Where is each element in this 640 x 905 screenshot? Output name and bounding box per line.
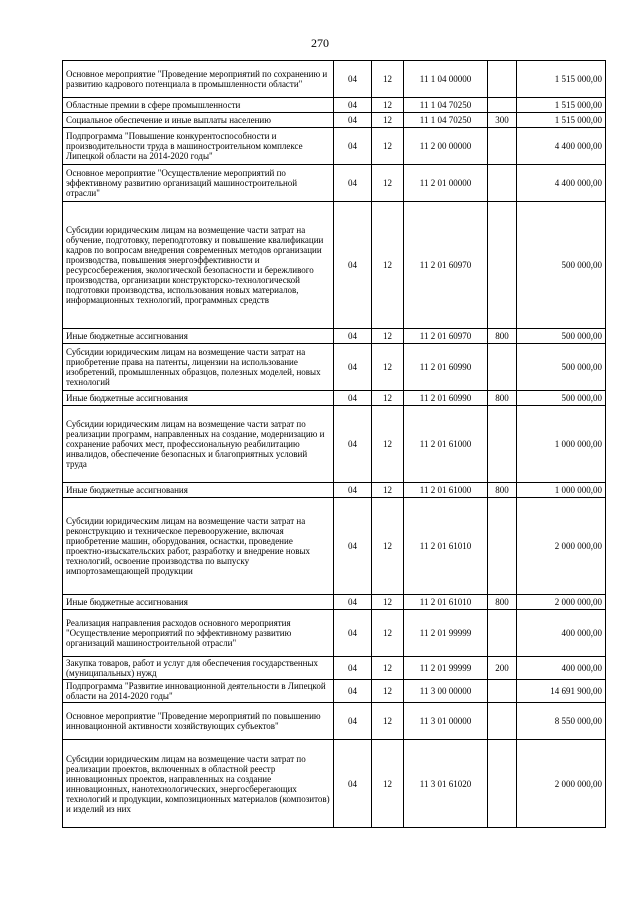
cell-ministry: 04 — [334, 98, 372, 113]
cell-section: 12 — [372, 98, 404, 113]
cell-ministry: 04 — [334, 483, 372, 498]
cell-section: 12 — [372, 657, 404, 680]
cell-section: 12 — [372, 610, 404, 657]
cell-target-article: 11 2 00 00000 — [404, 128, 488, 165]
cell-name: Закупка товаров, работ и услуг для обеспечения государственных (муниципальных) нужд — [63, 657, 334, 680]
table-row — [63, 657, 606, 680]
cell-expense-kind — [488, 344, 517, 391]
cell-expense-kind — [488, 98, 517, 113]
cell-section: 12 — [372, 740, 404, 828]
cell-target-article: 11 2 01 61010 — [404, 498, 488, 595]
cell-expense-kind — [488, 740, 517, 828]
table-row — [63, 98, 606, 113]
cell-ministry: 04 — [334, 165, 372, 202]
cell-ministry: 04 — [334, 202, 372, 329]
cell-expense-kind: 800 — [488, 483, 517, 498]
cell-expense-kind — [488, 498, 517, 595]
cell-amount: 400 000,00 — [517, 657, 606, 680]
cell-amount: 500 000,00 — [517, 391, 606, 406]
table-row — [63, 595, 606, 610]
cell-target-article: 11 2 01 61000 — [404, 483, 488, 498]
cell-expense-kind — [488, 610, 517, 657]
cell-name: Субсидии юридическим лицам на возмещение части затрат на обучение, подготовку, переподготовку и повышение квалификации кадров по вопросам внедрения современных методов организации производства, повышения энергоэффективности и ресурсосбережения, экологической безопасности и бережливого производства, организации конструкторско-технологической подготовки производства, использования новых материалов, информационных технологий, программных средств — [63, 202, 334, 329]
table-row — [63, 483, 606, 498]
cell-name: Основное мероприятие "Осуществление мероприятий по эффективному развитию организаций машиностроительной отрасли" — [63, 165, 334, 202]
cell-amount: 4 400 000,00 — [517, 128, 606, 165]
cell-amount: 8 550 000,00 — [517, 703, 606, 740]
cell-name: Основное мероприятие "Проведение мероприятий по сохранению и развитию кадрового потенциала в промышленности области" — [63, 61, 334, 98]
cell-name: Субсидии юридическим лицам на возмещение части затрат по реализации программ, направленных на создание, модернизацию и сохранение рабочих мест, профессиональную реабилитацию инвалидов, обеспечение безопасных и благоприятных условий труда — [63, 406, 334, 483]
cell-target-article: 11 2 01 60970 — [404, 202, 488, 329]
cell-amount: 2 000 000,00 — [517, 740, 606, 828]
cell-amount: 1 515 000,00 — [517, 61, 606, 98]
table-row — [63, 703, 606, 740]
cell-expense-kind — [488, 61, 517, 98]
cell-name: Субсидии юридическим лицам на возмещение части затрат на реконструкцию и техническое перевооружение, включая приобретение машин, оборудования, оснастки, проведение проектно-изыскательских работ, разработку и внедрение новых технологий, освоение производства по выпуску импортозамещающей продукции — [63, 498, 334, 595]
cell-amount: 1 000 000,00 — [517, 483, 606, 498]
cell-target-article: 11 2 01 99999 — [404, 610, 488, 657]
cell-ministry: 04 — [334, 406, 372, 483]
cell-section: 12 — [372, 498, 404, 595]
table-row — [63, 740, 606, 828]
cell-ministry: 04 — [334, 595, 372, 610]
cell-name: Иные бюджетные ассигнования — [63, 391, 334, 406]
cell-name: Подпрограмма "Развитие инновационной деятельности в Липецкой области на 2014-2020 годы" — [63, 680, 334, 703]
cell-name: Реализация направления расходов основного мероприятия "Осуществление мероприятий по эффективному развитию организаций машиностроительной отрасли" — [63, 610, 334, 657]
cell-amount: 1 000 000,00 — [517, 406, 606, 483]
cell-expense-kind — [488, 680, 517, 703]
cell-expense-kind — [488, 703, 517, 740]
cell-expense-kind: 200 — [488, 657, 517, 680]
cell-section: 12 — [372, 329, 404, 344]
cell-name: Областные премии в сфере промышленности — [63, 98, 334, 113]
cell-expense-kind — [488, 128, 517, 165]
cell-amount: 1 515 000,00 — [517, 98, 606, 113]
cell-amount: 500 000,00 — [517, 344, 606, 391]
cell-target-article: 11 1 04 70250 — [404, 113, 488, 128]
cell-name: Основное мероприятие "Проведение мероприятий по повышению инновационной активности хозяйствующих субъектов" — [63, 703, 334, 740]
cell-target-article: 11 2 01 99999 — [404, 657, 488, 680]
cell-section: 12 — [372, 483, 404, 498]
cell-ministry: 04 — [334, 680, 372, 703]
cell-target-article: 11 3 00 00000 — [404, 680, 488, 703]
cell-expense-kind: 800 — [488, 595, 517, 610]
cell-ministry: 04 — [334, 329, 372, 344]
cell-section: 12 — [372, 344, 404, 391]
cell-name: Подпрограмма "Повышение конкурентоспособности и производительности труда в машиностроительном комплексе Липецкой области на 2014-2020 годы" — [63, 128, 334, 165]
cell-name: Субсидии юридическим лицам на возмещение части затрат на приобретение права на патенты, лицензии на использование изобретений, промышленных образцов, полезных моделей, новых технологий — [63, 344, 334, 391]
cell-section: 12 — [372, 165, 404, 202]
cell-ministry: 04 — [334, 61, 372, 98]
table-row — [63, 128, 606, 165]
cell-target-article: 11 2 01 00000 — [404, 165, 488, 202]
cell-amount: 400 000,00 — [517, 610, 606, 657]
cell-expense-kind — [488, 165, 517, 202]
cell-target-article: 11 2 01 61010 — [404, 595, 488, 610]
cell-ministry: 04 — [334, 344, 372, 391]
cell-section: 12 — [372, 202, 404, 329]
cell-ministry: 04 — [334, 391, 372, 406]
cell-target-article: 11 3 01 00000 — [404, 703, 488, 740]
table-row — [63, 113, 606, 128]
cell-ministry: 04 — [334, 610, 372, 657]
cell-amount: 2 000 000,00 — [517, 595, 606, 610]
cell-target-article: 11 2 01 60970 — [404, 329, 488, 344]
cell-amount: 500 000,00 — [517, 329, 606, 344]
cell-section: 12 — [372, 703, 404, 740]
cell-target-article: 11 3 01 61020 — [404, 740, 488, 828]
cell-ministry: 04 — [334, 498, 372, 595]
cell-section: 12 — [372, 113, 404, 128]
cell-name: Иные бюджетные ассигнования — [63, 329, 334, 344]
cell-amount: 500 000,00 — [517, 202, 606, 329]
table-row — [63, 680, 606, 703]
cell-amount: 2 000 000,00 — [517, 498, 606, 595]
table-row — [63, 498, 606, 595]
page-number: 270 — [311, 36, 329, 50]
cell-section: 12 — [372, 61, 404, 98]
cell-ministry: 04 — [334, 703, 372, 740]
cell-target-article: 11 2 01 60990 — [404, 391, 488, 406]
table-row — [63, 202, 606, 329]
table-row — [63, 406, 606, 483]
cell-section: 12 — [372, 391, 404, 406]
cell-expense-kind — [488, 202, 517, 329]
cell-amount: 4 400 000,00 — [517, 165, 606, 202]
cell-ministry: 04 — [334, 128, 372, 165]
cell-ministry: 04 — [334, 740, 372, 828]
cell-section: 12 — [372, 680, 404, 703]
cell-name: Социальное обеспечение и иные выплаты населению — [63, 113, 334, 128]
cell-target-article: 11 1 04 70250 — [404, 98, 488, 113]
cell-target-article: 11 2 01 60990 — [404, 344, 488, 391]
table-row — [63, 344, 606, 391]
cell-expense-kind: 800 — [488, 391, 517, 406]
cell-section: 12 — [372, 406, 404, 483]
cell-name: Иные бюджетные ассигнования — [63, 483, 334, 498]
cell-expense-kind — [488, 406, 517, 483]
cell-amount: 14 691 900,00 — [517, 680, 606, 703]
cell-expense-kind: 300 — [488, 113, 517, 128]
table-row — [63, 329, 606, 344]
cell-name: Субсидии юридическим лицам на возмещение части затрат по реализации проектов, включенных в областной реестр инновационных проектов, направленных на создание инновационных, нанотехнологических, энергосберегающих технологий и продукции, композиционных материалов (композитов) и изделий из них — [63, 740, 334, 828]
table-row — [63, 165, 606, 202]
cell-name: Иные бюджетные ассигнования — [63, 595, 334, 610]
budget-table — [62, 60, 606, 828]
cell-expense-kind: 800 — [488, 329, 517, 344]
table-row — [63, 391, 606, 406]
cell-section: 12 — [372, 595, 404, 610]
table-row — [63, 61, 606, 98]
cell-amount: 1 515 000,00 — [517, 113, 606, 128]
cell-ministry: 04 — [334, 657, 372, 680]
cell-ministry: 04 — [334, 113, 372, 128]
cell-section: 12 — [372, 128, 404, 165]
cell-target-article: 11 1 04 00000 — [404, 61, 488, 98]
cell-target-article: 11 2 01 61000 — [404, 406, 488, 483]
table-row — [63, 610, 606, 657]
